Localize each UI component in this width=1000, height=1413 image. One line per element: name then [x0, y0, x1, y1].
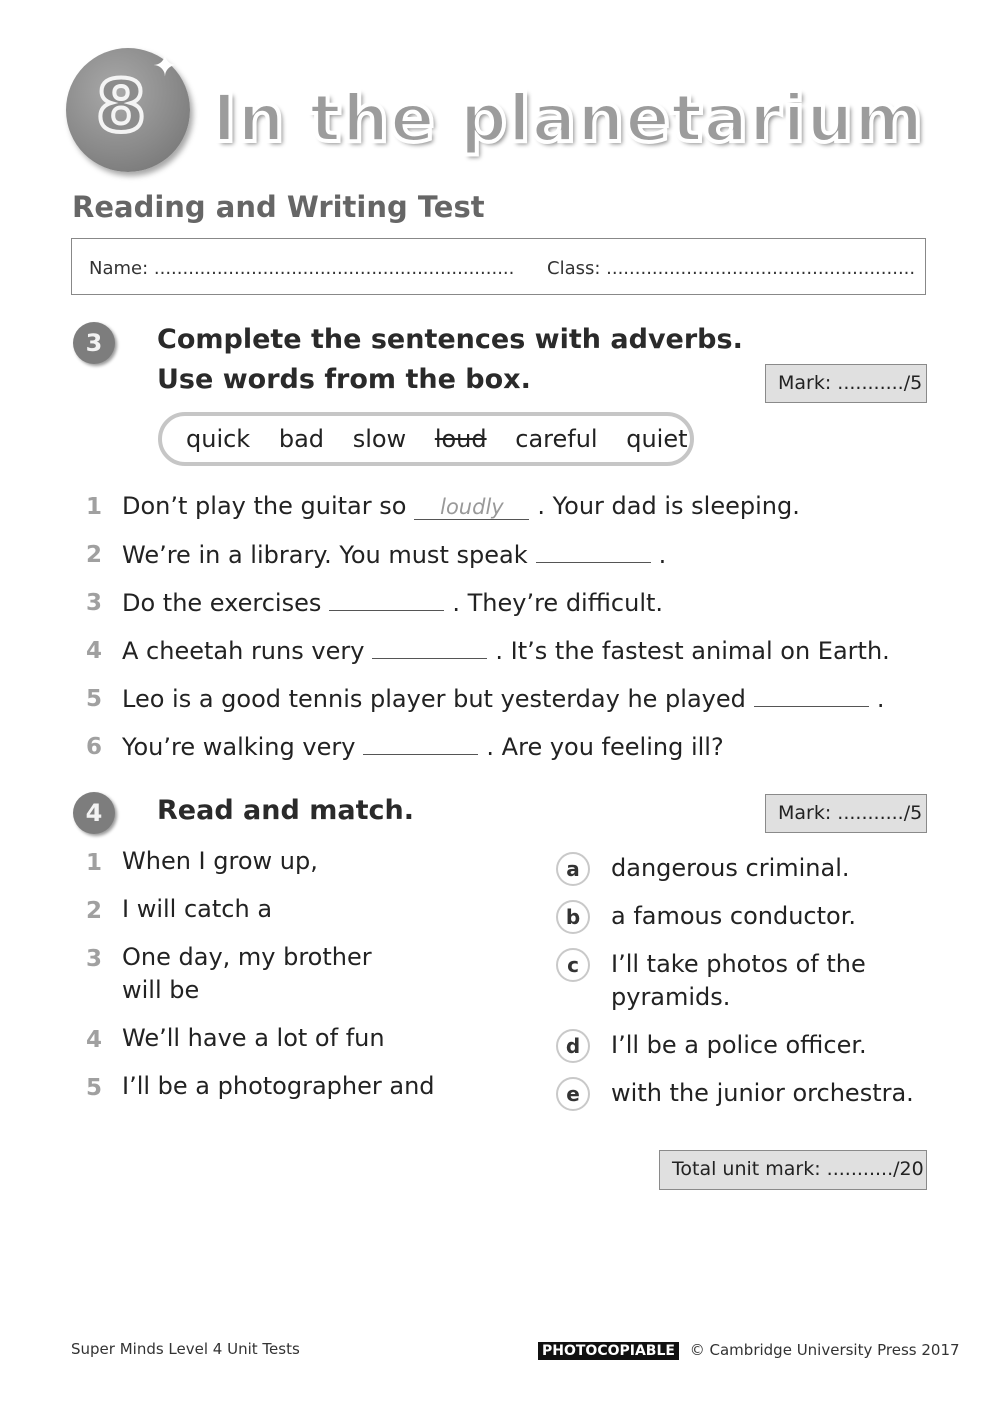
- copyright-text: © Cambridge University Press 2017: [689, 1341, 960, 1359]
- word-bad: bad: [278, 425, 325, 453]
- section-3-mark: Mark: .........../5: [765, 364, 927, 403]
- question-number: 4: [86, 638, 103, 664]
- footer-right: [538, 1341, 960, 1359]
- letter-a-circle[interactable]: a: [556, 852, 590, 886]
- answer-3-field[interactable]: [329, 588, 444, 611]
- answer-2-field[interactable]: [536, 540, 651, 563]
- match-left-number: 2: [86, 898, 103, 924]
- match-right-a: dangerous criminal.: [611, 854, 850, 882]
- section-3-marker: 3: [73, 322, 115, 364]
- match-left-number: 3: [86, 946, 103, 972]
- match-left-number: 5: [86, 1075, 103, 1101]
- word-box: [158, 412, 694, 466]
- total-mark-box: Total unit mark: .........../20: [659, 1150, 927, 1190]
- photocopiable-badge: PHOTOCOPIABLE: [538, 1342, 679, 1360]
- question-number: 1: [86, 494, 103, 520]
- question-number: 5: [86, 686, 103, 712]
- section-4-mark: Mark: .........../5: [765, 794, 927, 833]
- class-field[interactable]: Class: ......................................................: [547, 258, 916, 279]
- word-careful: careful: [515, 425, 598, 453]
- letter-d-circle[interactable]: d: [556, 1029, 590, 1063]
- question-number: 2: [86, 542, 103, 568]
- question-6: You’re walking very . Are you feeling ill?: [122, 733, 724, 761]
- match-left-3-line2: will be: [122, 976, 200, 1004]
- match-right-c-line2: pyramids.: [611, 983, 731, 1011]
- page-title: In the planetarium: [212, 80, 924, 157]
- letter-b-circle[interactable]: b: [556, 900, 590, 934]
- word-quick: quick: [186, 425, 251, 453]
- answer-4-field[interactable]: [372, 636, 487, 659]
- match-left-number: 1: [86, 850, 103, 876]
- question-number: 3: [86, 590, 103, 616]
- match-right-d: I’ll be a police officer.: [611, 1031, 867, 1059]
- footer-series: Super Minds Level 4 Unit Tests: [71, 1340, 300, 1358]
- question-3: Do the exercises . They’re difficult.: [122, 589, 664, 617]
- question-5: Leo is a good tennis player but yesterday he played .: [122, 685, 885, 713]
- question-2: We’re in a library. You must speak .: [122, 541, 667, 569]
- word-quiet: quiet: [626, 425, 688, 453]
- section-4-title: Read and match.: [157, 795, 414, 826]
- name-field[interactable]: Name: ...............................................................: [89, 258, 515, 279]
- student-info-box: [71, 238, 926, 295]
- match-right-e: with the junior orchestra.: [611, 1079, 914, 1107]
- section-3-title-line1: Complete the sentences with adverbs.: [157, 324, 743, 355]
- section-4-marker: 4: [73, 792, 115, 834]
- match-left-2: I will catch a: [122, 895, 273, 923]
- match-left-1: When I grow up,: [122, 847, 318, 875]
- unit-number: 8: [95, 64, 147, 148]
- word-slow: slow: [352, 425, 407, 453]
- match-left-4: We’ll have a lot of fun: [122, 1024, 385, 1052]
- answer-6-field[interactable]: [363, 732, 478, 755]
- letter-e-circle[interactable]: e: [556, 1077, 590, 1111]
- question-1: Don’t play the guitar so loudly . Your dad is sleeping.: [122, 492, 800, 520]
- question-4: A cheetah runs very . It’s the fastest animal on Earth.: [122, 637, 890, 665]
- word-loud-crossed: loud: [434, 425, 487, 453]
- answer-5-field[interactable]: [754, 684, 869, 707]
- match-left-5: I’ll be a photographer and: [122, 1072, 435, 1100]
- sparkle-icon: ✦: [152, 49, 178, 84]
- test-subtitle: Reading and Writing Test: [72, 190, 485, 224]
- match-right-c: I’ll take photos of the: [611, 950, 866, 978]
- match-left-number: 4: [86, 1027, 103, 1053]
- question-number: 6: [86, 734, 103, 760]
- letter-c-circle[interactable]: c: [556, 948, 590, 982]
- match-right-b: a famous conductor.: [611, 902, 857, 930]
- match-left-3: One day, my brother: [122, 943, 372, 971]
- section-3-title-line2: Use words from the box.: [157, 364, 531, 395]
- answer-1-field[interactable]: loudly: [414, 495, 529, 520]
